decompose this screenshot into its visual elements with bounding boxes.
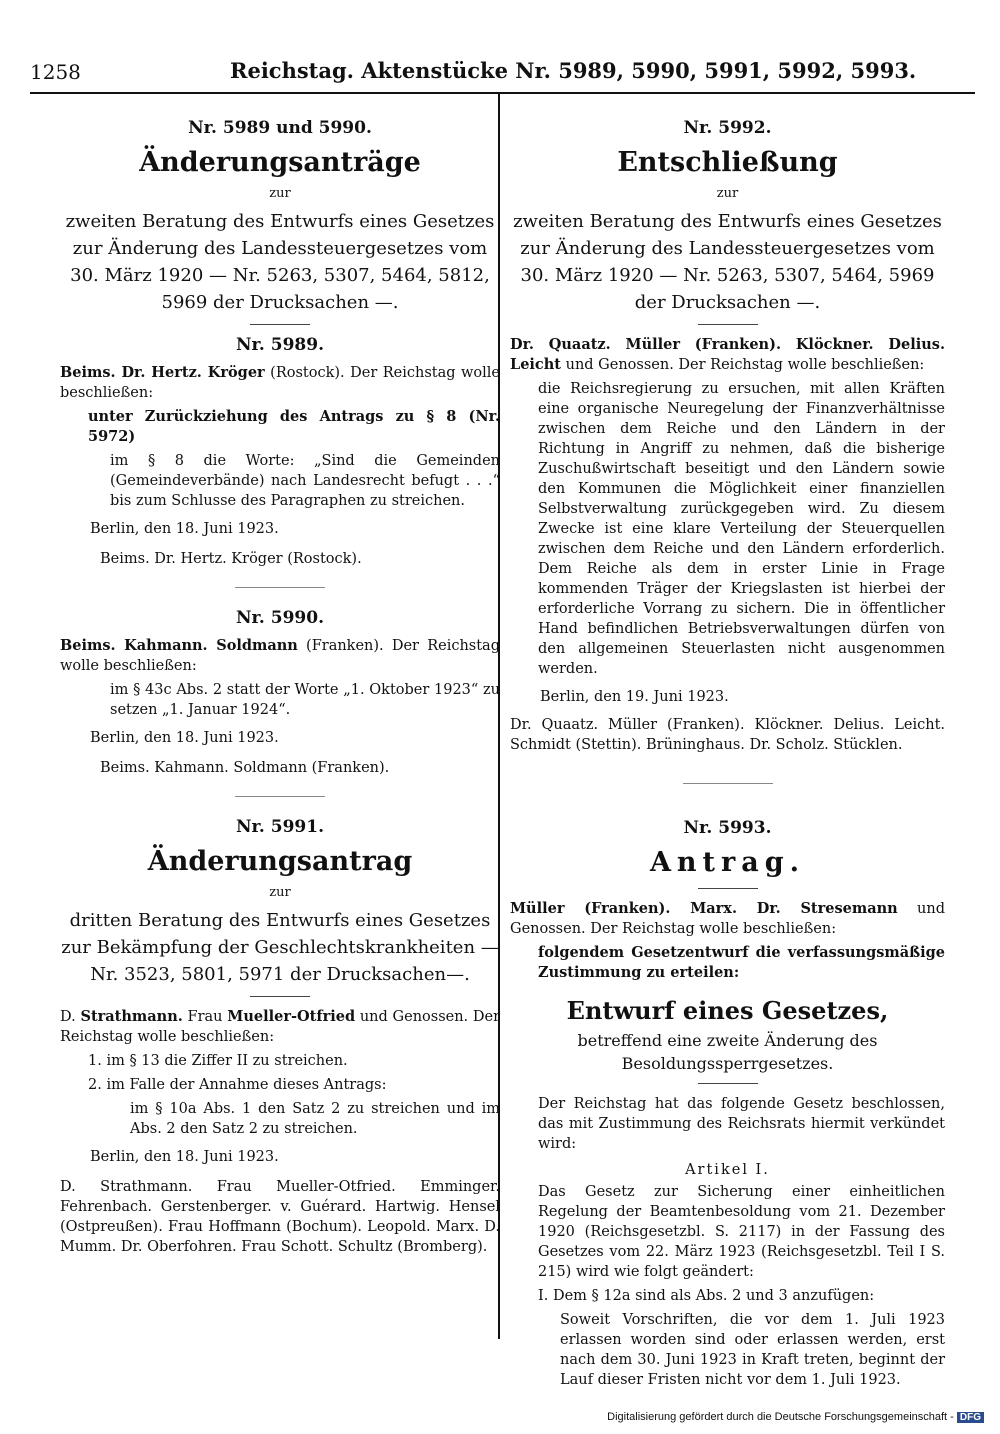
motion-bold-line: folgendem Gesetzentwurf die verfassungsmäßige Zustimmung zu erteilen: xyxy=(538,944,945,981)
section-title: Antrag. xyxy=(649,847,806,878)
divider xyxy=(235,587,325,588)
intro-text: und Genossen. Der Reichstag wolle beschließen: xyxy=(510,901,945,937)
right-column xyxy=(510,112,945,1394)
proposer-name: Strathmann. xyxy=(80,1008,183,1025)
date-line: Berlin, den 18. Juni 1923. xyxy=(90,1149,279,1165)
section-number-5993: Nr. 5993. xyxy=(683,818,772,838)
motion-body: im § 43c Abs. 2 statt der Worte „1. Oktober 1923“ zu setzen „1. Januar 1924“. xyxy=(110,682,500,718)
section-number-5992: Nr. 5992. xyxy=(683,118,772,138)
footer-text: Digitalisierung gefördert durch die Deutsche Forschungsgemeinschaft - xyxy=(607,1411,954,1423)
section-number-5991: Nr. 5991. xyxy=(235,817,324,837)
section-title: Änderungsantrag xyxy=(147,846,413,877)
date-line: Berlin, den 18. Juni 1923. xyxy=(90,730,279,746)
footer-credit xyxy=(607,1411,984,1423)
running-title: Reichstag. Aktenstücke Nr. 5989, 5990, 5991, 5992, 5993. xyxy=(230,58,917,83)
draft-title: Entwurf eines Gesetzes, xyxy=(566,996,889,1025)
article-heading: Artikel I. xyxy=(685,1162,770,1178)
divider xyxy=(698,324,758,325)
header-rule xyxy=(30,92,975,94)
divider xyxy=(683,783,773,784)
section-number-5990: Nr. 5990. xyxy=(235,608,324,628)
motion-bold-line: unter Zurückziehung des Antrags zu § 8 (Nr. 5972) xyxy=(88,408,500,445)
proposer-names: Müller (Franken). Marx. Dr. Stresemann xyxy=(510,900,898,917)
preamble: Der Reichstag hat das folgende Gesetz beschlossen, das mit Zustimmung des Reichsrats hiermit verkündet wird: xyxy=(538,1096,945,1152)
motion-intro xyxy=(60,363,500,403)
section-number: Nr. 5989 und 5990. xyxy=(188,118,372,138)
date-line: Berlin, den 19. Juni 1923. xyxy=(540,689,729,705)
motion-intro xyxy=(60,1007,500,1047)
intro-text: (Franken). Der Reichstag wolle beschließen: xyxy=(60,638,500,674)
intro-text: (Rostock). Der Reichstag wolle beschließen: xyxy=(60,365,500,401)
motion-intro xyxy=(60,636,500,676)
section-description: dritten Beratung des Entwurfs eines Gesetzes zur Bekämpfung der Geschlechtskrankheiten —Nr. 3523, 5801, 5971 der Drucksachen—. xyxy=(61,910,499,985)
divider xyxy=(250,324,310,325)
intro-prefix: D. xyxy=(60,1009,76,1025)
section-description: zweiten Beratung des Entwurfs eines Gesetzes zur Änderung des Landessteuergesetzes vom 30. März 1920 — Nr. 5263, 5307, 5464, 5812, 5969 der Drucksachen —. xyxy=(65,211,495,313)
motion-body: die Reichsregierung zu ersuchen, mit allen Kräften eine organische Neuregelung der Finanzverhältnisse zwischen dem Reiche und den Ländern in der Richtung in Angriff zu nehmen, daß die bisherige Zuschußwirtschaft beseitigt und den Ländern sowie den Kommunen die Möglichkeit einer finanziellen Selbstverwaltung zurückgegeben wird. Zu diesem Zwecke ist eine klare Verteilung der Steuerquellen zwischen dem Reiche und den Ländern erforderlich. Dem Reiche als dem in erster Linie in Frage kommenden Träger der Kriegslasten ist hierbei der erforderliche Vorrang zu sichern. Die in öffentlicher Hand befindlichen Betriebsverwaltungen dürfen von den allgemeinen Steuerlasten nicht ausgenommen werden. xyxy=(538,381,945,677)
date-line: Berlin, den 18. Juni 1923. xyxy=(90,521,279,537)
motion-intro xyxy=(510,335,945,375)
proposer-name: Mueller-Otfried xyxy=(227,1008,356,1025)
motion-item-2-body: im § 10a Abs. 1 den Satz 2 zu streichen und im Abs. 2 den Satz 2 zu streichen. xyxy=(130,1101,500,1137)
proposer-names: Beims. Kahmann. Soldmann xyxy=(60,637,298,654)
article-point-1: I. Dem § 12a sind als Abs. 2 und 3 anzufügen: xyxy=(538,1288,875,1304)
section-description: zweiten Beratung des Entwurfs eines Gesetzes zur Änderung des Landessteuergesetzes vom 30. März 1920 — Nr. 5263, 5307, 5464, 5969 der Drucksachen —. xyxy=(513,211,942,313)
page-number: 1258 xyxy=(30,60,81,84)
divider xyxy=(235,796,325,797)
signatures: Dr. Quaatz. Müller (Franken). Klöckner. Delius. Leicht. Schmidt (Stettin). Brüninghaus. Dr. Scholz. Stücklen. xyxy=(510,717,945,753)
motion-body: im § 8 die Worte: „Sind die Gemeinden (Gemeindeverbände) nach Landesrecht befugt . . .“ bis zum Schlusse des Paragraphen zu streichen. xyxy=(110,453,500,509)
section-title: Entschließung xyxy=(617,147,838,178)
zur-label: zur xyxy=(269,186,291,201)
intro-frau: Frau xyxy=(187,1009,223,1025)
zur-label: zur xyxy=(716,186,739,201)
proposer-names: Beims. Dr. Hertz. Kröger xyxy=(60,364,265,381)
section-title: Änderungsanträge xyxy=(139,147,421,178)
signatures: Beims. Kahmann. Soldmann (Franken). xyxy=(100,760,390,776)
divider xyxy=(250,996,310,997)
signatures: Beims. Dr. Hertz. Kröger (Rostock). xyxy=(100,551,362,567)
article-point-1-text: Soweit Vorschriften, die vor dem 1. Juli 1923 erlassen worden sind oder erlassen werden, erst nach dem 30. Juni 1923 in Kraft treten, beginnt der Lauf dieser Fristen nicht vor dem 1. Juli 1923. xyxy=(560,1312,945,1388)
left-column xyxy=(60,112,500,1261)
divider xyxy=(698,888,758,889)
section-number-5989: Nr. 5989. xyxy=(235,335,324,355)
page-header xyxy=(30,58,975,90)
proposer-names: Dr. Quaatz. Müller (Franken). Klöckner. Delius. Leicht xyxy=(510,336,945,373)
intro-text: und Genossen. Der Reichstag wolle beschließen: xyxy=(60,1009,501,1045)
zur-label: zur xyxy=(269,885,291,900)
motion-item-1: 1. im § 13 die Ziffer II zu streichen. xyxy=(88,1053,348,1069)
article-body: Das Gesetz zur Sicherung einer einheitlichen Regelung der Beamtenbesoldung vom 21. Dezember 1920 (Reichsgesetzbl. S. 2117) in der Fassung des Gesetzes vom 22. März 1923 (Reichsgesetzbl. Teil I S. 215) wird wie folgt geändert: xyxy=(538,1184,945,1280)
divider xyxy=(698,1083,758,1084)
motion-intro xyxy=(510,899,945,939)
draft-subtitle: betreffend eine zweite Änderung des Besoldungssperrgesetzes. xyxy=(577,1031,878,1073)
dfg-logo: DFG xyxy=(957,1412,984,1423)
motion-item-2: 2. im Falle der Annahme dieses Antrags: xyxy=(88,1077,387,1093)
signatures: D. Strathmann. Frau Mueller-Otfried. Emminger. Fehrenbach. Gerstenberger. v. Guérard. Hartwig. Hensel (Ostpreußen). Frau Hoffmann (Bochum). Leopold. Marx. D. Mumm. Dr. Oberfohren. Frau Schott. Schultz (Bromberg). xyxy=(60,1179,500,1255)
intro-text: und Genossen. Der Reichstag wolle beschließen: xyxy=(565,357,925,373)
